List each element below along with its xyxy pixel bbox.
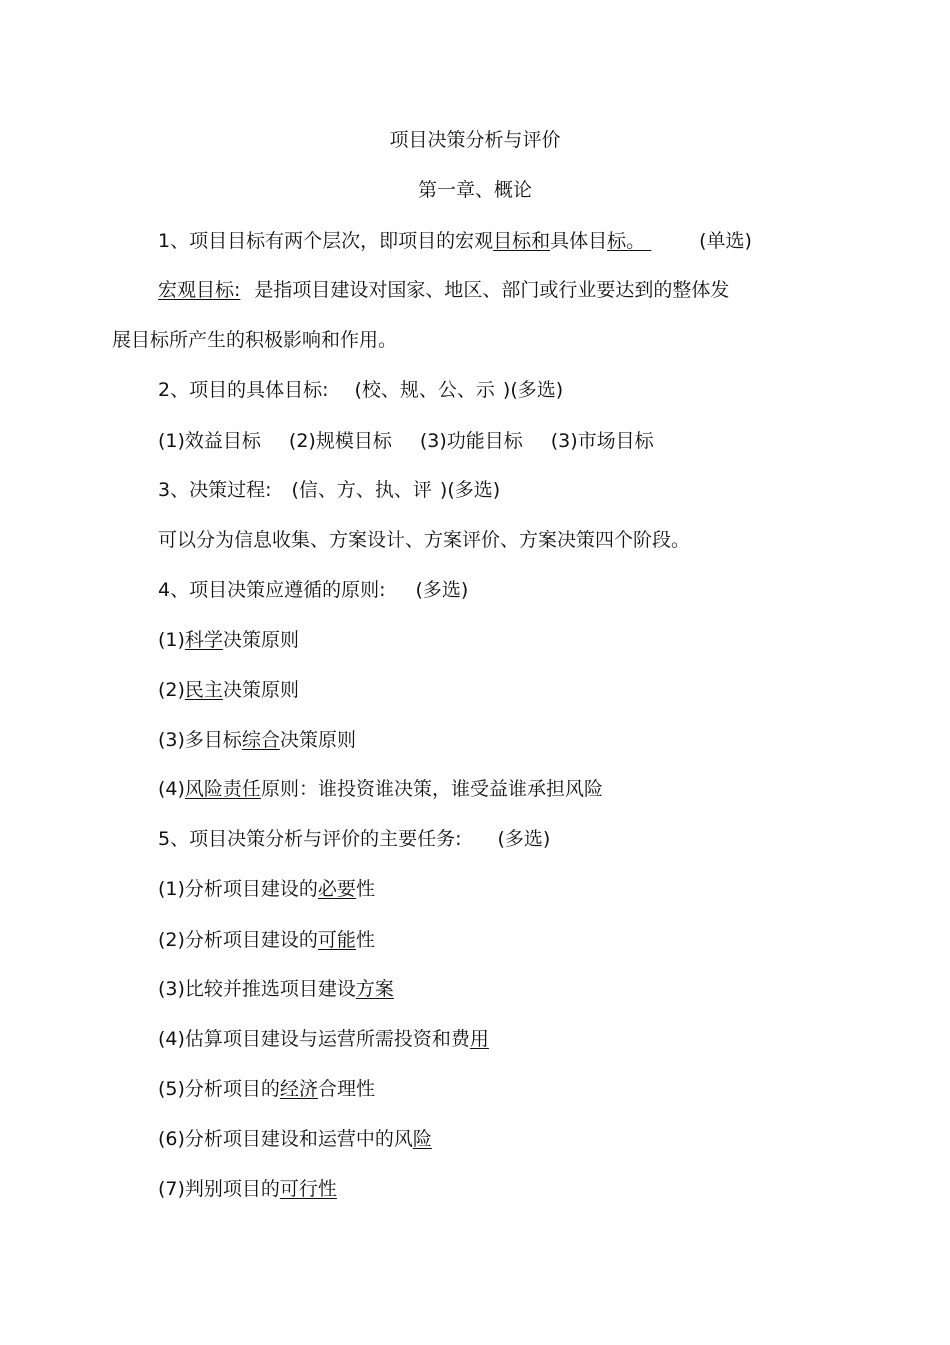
q1-text-a: 1、项目目标有两个层次，即项目的宏观 bbox=[158, 230, 494, 252]
q4-item bbox=[158, 627, 299, 653]
q5-item bbox=[158, 1126, 432, 1152]
q4-text: 4、项目决策应遵循的原则: bbox=[158, 579, 386, 601]
q5-tag: (多选) bbox=[497, 828, 551, 850]
question-3 bbox=[158, 477, 500, 503]
q2-tag: )(多选) bbox=[502, 379, 564, 401]
item-suffix: 性 bbox=[355, 929, 375, 951]
item-prefix: (6)分析项目建设和运营中的风 bbox=[158, 1128, 413, 1150]
q1-blank bbox=[645, 228, 675, 254]
item-suffix: 决策原则 bbox=[222, 679, 299, 701]
item-underlined: 风险责任 bbox=[184, 778, 261, 800]
item-prefix: (3)多目标 bbox=[158, 729, 242, 751]
item-suffix: 决策原则 bbox=[222, 629, 299, 651]
q2-option: (1)效益目标 bbox=[158, 430, 261, 452]
q5-item bbox=[158, 1076, 375, 1102]
question-4 bbox=[158, 577, 468, 603]
q1-underlined-1: 目标和 bbox=[493, 230, 551, 252]
question-5 bbox=[158, 826, 550, 852]
definition-line-1 bbox=[158, 277, 729, 303]
q3-tag: )(多选) bbox=[439, 479, 501, 501]
item-prefix: (4) bbox=[158, 778, 185, 800]
q5-item bbox=[158, 927, 375, 953]
item-suffix: 原则：谁投资谁决策，谁受益谁承担风险 bbox=[260, 778, 603, 800]
q3-description: 可以分为信息收集、方案设计、方案评价、方案决策四个阶段。 bbox=[158, 529, 691, 551]
item-underlined: 可能 bbox=[317, 929, 356, 951]
item-underlined: 科学 bbox=[184, 629, 223, 651]
q4-item bbox=[158, 727, 356, 753]
item-underlined: 民主 bbox=[184, 679, 223, 701]
item-prefix: (3)比较并推选项目建设 bbox=[158, 978, 356, 1000]
q2-option: (3)市场目标 bbox=[550, 430, 654, 452]
item-prefix: (2) bbox=[158, 679, 185, 701]
item-prefix: (5)分析项目的 bbox=[158, 1078, 280, 1100]
item-prefix: (4)估算项目建设与运营所需投资和费 bbox=[158, 1028, 470, 1050]
q2-mnemonic: (校、规、公、示 bbox=[354, 379, 495, 401]
item-underlined: 险 bbox=[412, 1128, 432, 1150]
item-suffix: 决策原则 bbox=[279, 729, 356, 751]
q2-options-row bbox=[158, 428, 654, 454]
item-underlined: 可行性 bbox=[279, 1178, 337, 1200]
definition-text-1: 是指项目建设对国家、地区、部门或行业要达到的整体发 bbox=[254, 279, 730, 301]
item-prefix: (1) bbox=[158, 629, 185, 651]
item-prefix: (7)判别项目的 bbox=[158, 1178, 280, 1200]
item-suffix: 性 bbox=[355, 878, 375, 900]
q1-underlined-2: 标。 bbox=[607, 230, 646, 252]
item-suffix: 合理性 bbox=[317, 1078, 375, 1100]
item-underlined: 必要 bbox=[317, 878, 356, 900]
q4-item bbox=[158, 776, 603, 802]
chapter-heading: 第一章、概论 bbox=[417, 179, 532, 201]
item-underlined: 用 bbox=[469, 1028, 489, 1050]
q5-item bbox=[158, 1176, 337, 1202]
q5-item bbox=[158, 876, 375, 902]
question-2 bbox=[158, 377, 563, 403]
q5-item bbox=[158, 1026, 489, 1052]
q2-option: (2)规模目标 bbox=[288, 430, 392, 452]
item-prefix: (1)分析项目建设的 bbox=[158, 878, 318, 900]
q4-tag: (多选) bbox=[415, 579, 469, 601]
document-title: 项目决策分析与评价 bbox=[389, 129, 561, 151]
item-underlined: 经济 bbox=[279, 1078, 318, 1100]
q3-text: 3、决策过程: bbox=[158, 479, 272, 501]
q2-option: (3)功能目标 bbox=[419, 430, 523, 452]
item-underlined: 方案 bbox=[355, 978, 394, 1000]
q1-tag: (单选) bbox=[699, 230, 752, 252]
q5-item bbox=[158, 976, 394, 1002]
q5-text: 5、项目决策分析与评价的主要任务: bbox=[158, 828, 462, 850]
q3-mnemonic: (信、方、执、评 bbox=[291, 479, 432, 501]
item-prefix: (2)分析项目建设的 bbox=[158, 929, 318, 951]
item-underlined: 综合 bbox=[241, 729, 280, 751]
q2-text: 2、项目的具体目标: bbox=[158, 379, 329, 401]
definition-line-2: 展目标所产生的积极影响和作用。 bbox=[112, 329, 398, 351]
definition-term: 宏观目标: bbox=[158, 279, 241, 301]
question-1 bbox=[158, 228, 752, 254]
q1-text-b: 具体目 bbox=[550, 230, 608, 252]
q4-item bbox=[158, 677, 299, 703]
